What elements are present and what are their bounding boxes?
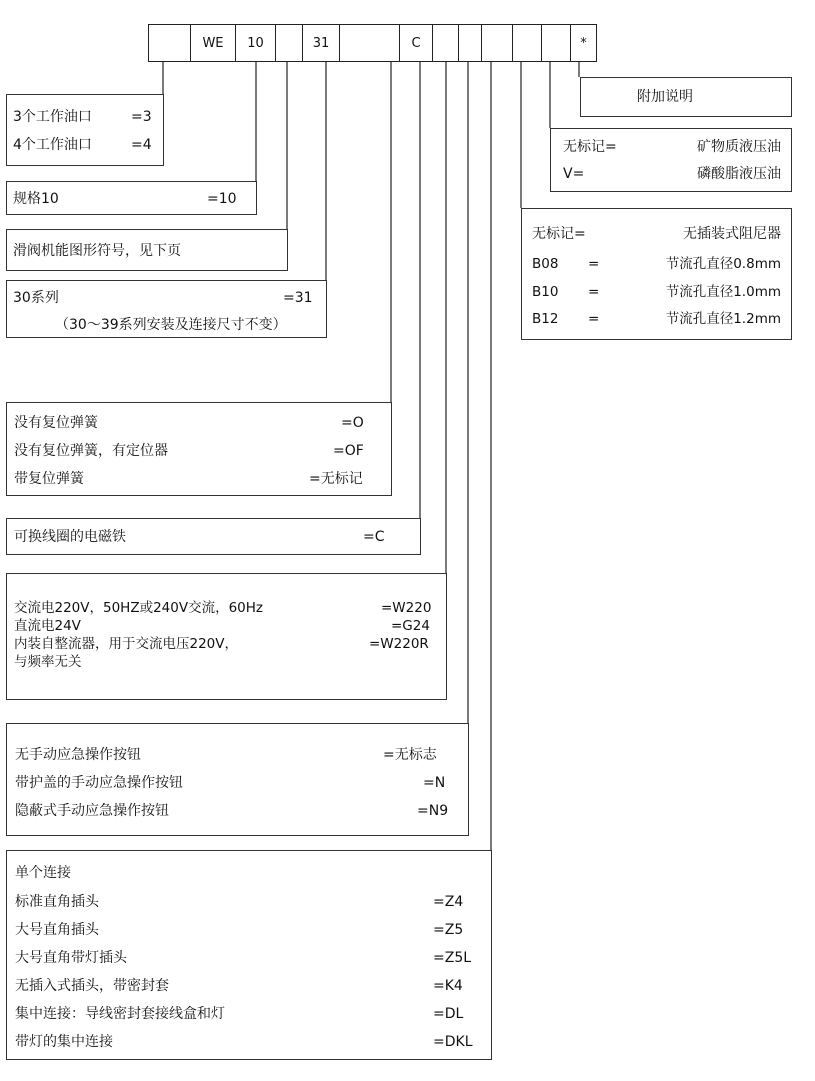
coil-value: =C (363, 529, 385, 545)
spool-box (6, 229, 288, 271)
series-box (6, 280, 327, 338)
additional-note: 附加说明 (637, 89, 693, 105)
damper-eq: = (588, 256, 600, 272)
code-cell (275, 24, 302, 62)
oil-code: V= (563, 166, 585, 182)
voltage-value: =W220 (381, 600, 432, 616)
damper-desc: 节流孔直径0.8mm (665, 256, 781, 272)
spring-box (6, 402, 392, 496)
connection-value: =K4 (433, 978, 463, 994)
voltage-value: =G24 (391, 618, 430, 634)
hydraulic-oil-box (550, 128, 792, 192)
damper-eq: = (588, 284, 600, 300)
manual-override-box (6, 723, 469, 836)
spool-label: 滑阀机能图形符号，见下页 (13, 243, 181, 259)
code-cell: 10 (235, 24, 275, 62)
damper-desc: 节流孔直径1.2mm (665, 311, 781, 327)
damper-code: 无标记= (532, 226, 586, 242)
connection-label: 大号直角插头 (15, 922, 99, 938)
connection-label: 大号直角带灯插头 (15, 950, 127, 966)
code-cell: C (399, 24, 432, 62)
connection-value: =DKL (433, 1034, 473, 1050)
size-label: 规格10 (13, 191, 59, 207)
voltage-label: 直流电24V (14, 618, 81, 634)
spring-value: =O (341, 415, 364, 431)
damper-box (521, 208, 792, 340)
series-label: 30系列 (13, 290, 59, 306)
damper-code: B12 (532, 311, 559, 327)
code-cell (148, 24, 190, 62)
voltage-label: 交流电220V，50HZ或240V交流，60Hz (14, 600, 263, 616)
manual-value: =无标志 (383, 747, 437, 763)
connection-value: =Z4 (433, 894, 464, 910)
spring-label: 没有复位弹簧 (14, 415, 98, 431)
size-box (6, 181, 257, 215)
voltage-box (6, 573, 447, 700)
spring-value: =OF (333, 443, 364, 459)
connection-label: 集中连接：导线密封套接线盒和灯 (15, 1006, 225, 1022)
connection-value: =Z5L (433, 950, 472, 966)
manual-label: 带护盖的手动应急操作按钮 (15, 775, 183, 791)
oil-desc: 矿物质液压油 (697, 139, 781, 155)
code-cell (458, 24, 481, 62)
spring-label: 没有复位弹簧，有定位器 (14, 443, 168, 459)
connection-value: =DL (433, 1006, 464, 1022)
voltage-value: =W220R (369, 636, 429, 652)
code-cell: 31 (302, 24, 339, 62)
code-cell: WE (190, 24, 235, 62)
connection-value: =Z5 (433, 922, 464, 938)
damper-desc: 节流孔直径1.0mm (665, 284, 781, 300)
manual-label: 隐蔽式手动应急操作按钮 (15, 803, 169, 819)
series-value: =31 (283, 290, 313, 306)
coil-box (6, 518, 421, 555)
manual-value: =N (423, 775, 446, 791)
series-note: （30～39系列安装及连接尺寸不变） (55, 317, 287, 333)
ports-value: =3 (131, 109, 152, 125)
damper-desc: 无插装式阻尼器 (683, 226, 781, 242)
oil-desc: 磷酸脂液压油 (697, 166, 781, 182)
connection-label: 无插入式插头，带密封套 (15, 978, 169, 994)
spring-value: =无标记 (309, 471, 363, 487)
code-cell (512, 24, 541, 62)
ports-box (6, 94, 164, 166)
damper-eq: = (588, 311, 600, 327)
damper-code: B08 (532, 256, 559, 272)
code-cell (339, 24, 399, 62)
code-cell (432, 24, 458, 62)
connection-label: 带灯的集中连接 (15, 1034, 113, 1050)
oil-code: 无标记= (563, 139, 617, 155)
ports-label: 3个工作油口 (13, 109, 92, 125)
additional-note-box (580, 77, 792, 117)
connection-box (6, 850, 492, 1060)
ports-value: =4 (131, 137, 152, 153)
ports-label: 4个工作油口 (13, 137, 92, 153)
size-value: =10 (207, 191, 237, 207)
manual-value: =N9 (417, 803, 449, 819)
damper-code: B10 (532, 284, 559, 300)
voltage-label: 内装自整流器，用于交流电压220V， (14, 636, 239, 652)
voltage-label: 与频率无关 (14, 654, 82, 670)
connection-title: 单个连接 (15, 865, 71, 881)
code-cell (481, 24, 512, 62)
connection-label: 标准直角插头 (15, 894, 99, 910)
manual-label: 无手动应急操作按钮 (15, 747, 141, 763)
spring-label: 带复位弹簧 (14, 471, 84, 487)
code-cell (541, 24, 570, 62)
coil-label: 可换线圈的电磁铁 (14, 529, 126, 545)
code-cell: * (570, 24, 597, 62)
